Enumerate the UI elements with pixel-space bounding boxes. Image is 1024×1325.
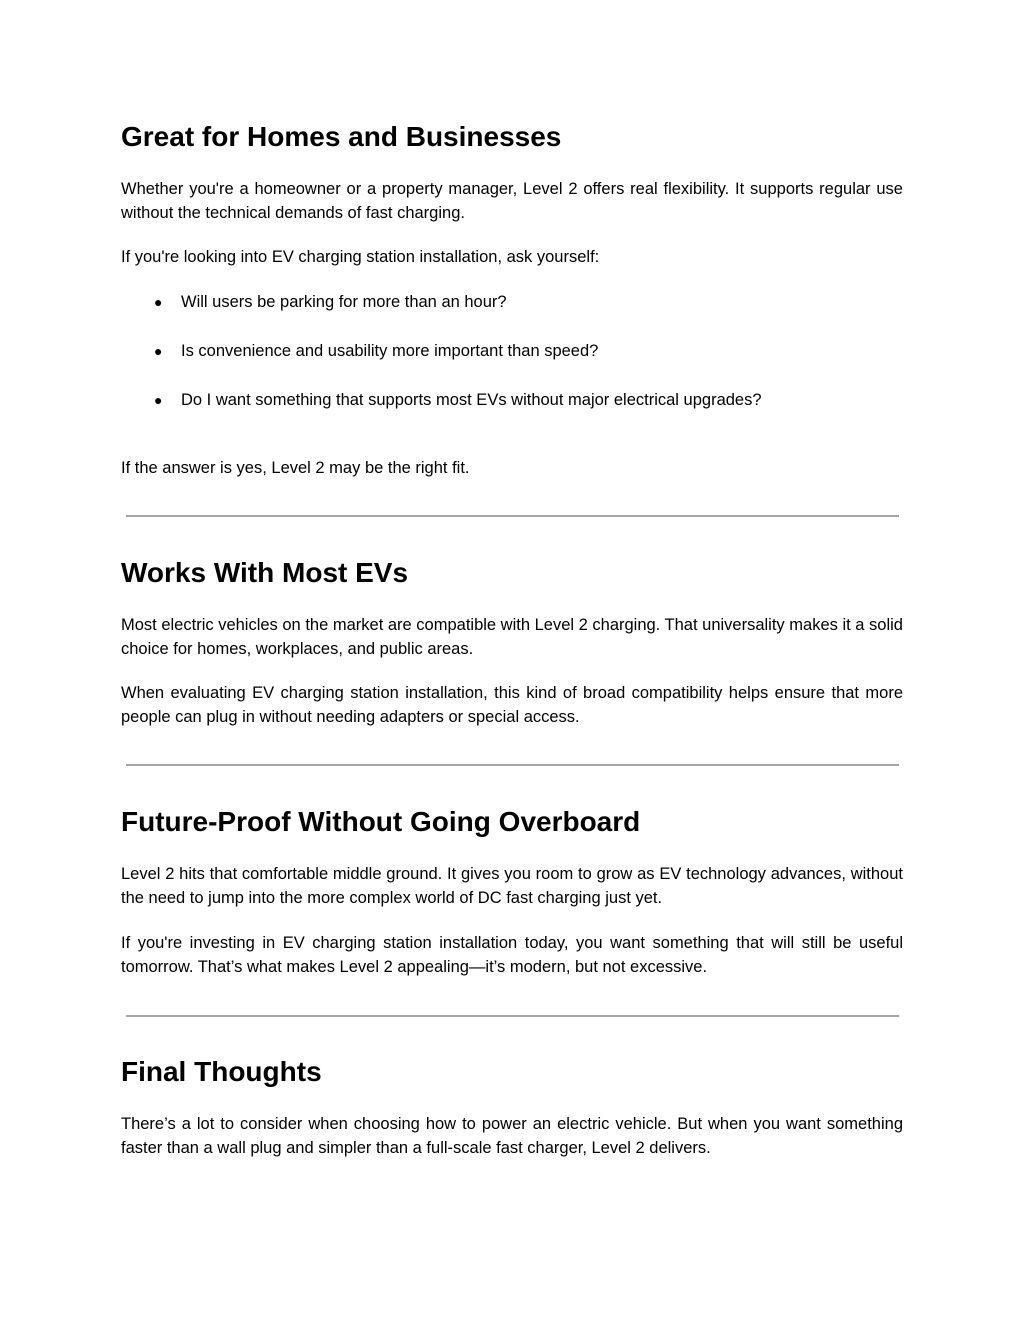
paragraph: There’s a lot to consider when choosing how to power an electric vehicle. But when you want something faster than a wall plug and simpler than a full-scale fast charger, Level 2 delivers. — [121, 1115, 903, 1157]
section-heading-final-thoughts: Final Thoughts — [121, 1056, 322, 1087]
list-item — [121, 339, 903, 363]
paragraph: Whether you're a homeowner or a property manager, Level 2 offers real flexibility. It supports regular use without the technical demands of fast charging. — [121, 180, 903, 222]
paragraph: When evaluating EV charging station installation, this kind of broad compatibility helps ensure that more people can plug in without needing adapters or special access. — [121, 684, 903, 726]
list-item — [121, 388, 903, 412]
list-item-text: Will users be parking for more than an hour? — [181, 293, 507, 311]
paragraph: Level 2 hits that comfortable middle ground. It gives you room to grow as EV technology advances, without the need to jump into the more complex world of DC fast charging just yet. — [121, 865, 903, 907]
bullet-icon: ● — [154, 343, 163, 359]
list-item — [121, 290, 903, 314]
section-divider — [126, 515, 899, 517]
section-heading-works-with-evs: Works With Most EVs — [121, 557, 409, 588]
paragraph: Most electric vehicles on the market are compatible with Level 2 charging. That universality makes it a solid choice for homes, workplaces, and public areas. — [121, 616, 903, 658]
section-divider — [126, 764, 899, 766]
paragraph: If you're looking into EV charging station installation, ask yourself: — [121, 248, 600, 266]
closing-paragraph: If the answer is yes, Level 2 may be the right fit. — [121, 459, 470, 477]
bullet-icon: ● — [154, 392, 163, 408]
section-heading-homes-businesses: Great for Homes and Businesses — [121, 121, 562, 152]
section-divider — [126, 1015, 899, 1017]
section-heading-future-proof: Future-Proof Without Going Overboard — [121, 806, 641, 837]
bullet-icon: ● — [154, 294, 163, 310]
list-item-text: Do I want something that supports most EVs without major electrical upgrades? — [181, 391, 762, 409]
bullet-list — [121, 290, 903, 437]
list-item-text: Is convenience and usability more important than speed? — [181, 342, 599, 360]
paragraph: If you're investing in EV charging station installation today, you want something that will still be useful tomorrow. That’s what makes Level 2 appealing—it’s modern, but not excessive. — [121, 934, 903, 976]
